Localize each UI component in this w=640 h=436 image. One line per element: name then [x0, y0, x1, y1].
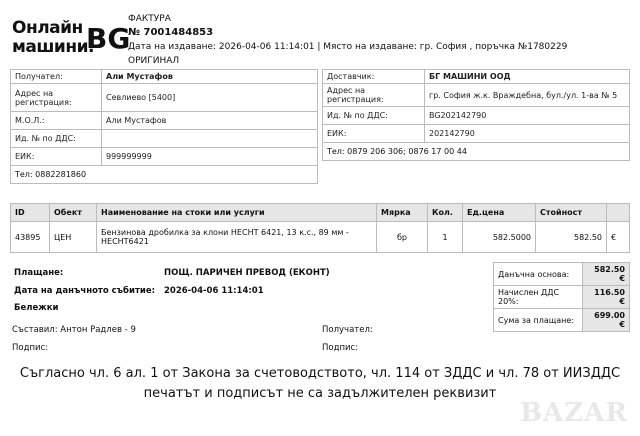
recipient-label: Получател: [11, 70, 102, 84]
recipient-mol-label: М.О.Л.: [11, 112, 102, 130]
signature-right: Подпис: [322, 343, 359, 353]
items-table [10, 203, 630, 253]
item-unit: бр [377, 222, 428, 253]
supplier-eik: 202142790 [425, 125, 630, 143]
signature-left: Подпис: [12, 343, 49, 353]
vat-label: Начислен ДДС 20%: [494, 286, 583, 309]
item-id: 43895 [11, 222, 50, 253]
supplier-eik-label: ЕИК: [323, 125, 425, 143]
recipient-vat-label: Ид. № по ДДС: [11, 130, 102, 148]
total-label: Сума за плащане: [494, 309, 583, 332]
table-row [11, 222, 630, 253]
col-object: Обект [50, 204, 97, 222]
supplier-label: Доставчик: [323, 70, 425, 84]
recipient-vat [102, 130, 318, 148]
payment-method-value: ПОЩ. ПАРИЧЕН ПРЕВОД (ЕКОНТ) [164, 268, 330, 278]
logo-suffix: BG [86, 22, 131, 55]
col-name: Наименование на стоки или услуги [97, 204, 377, 222]
legal-line2: печатът и подписът не са задължителен реквизит [143, 386, 497, 401]
recipient-address-label: Адрес на регистрация: [11, 84, 102, 112]
receiver-label: Получател: [322, 325, 373, 335]
col-unit: Мярка [377, 204, 428, 222]
supplier-table [322, 69, 630, 161]
vat-value: 116.50 € [582, 286, 629, 309]
notes-label: Бележки [14, 303, 59, 313]
supplier-name: БГ МАШИНИ ООД [425, 70, 630, 84]
tax-event-date [14, 286, 264, 296]
supplier-address-label: Адрес на регистрация: [323, 84, 425, 107]
recipient-eik: 999999999 [102, 148, 318, 166]
col-currency [607, 204, 630, 222]
invoice-header [128, 12, 567, 68]
recipient-name: Али Мустафов [102, 70, 318, 84]
payment-method-label: Плащане: [14, 268, 64, 278]
supplier-address: гр. София ж.к. Враждебна, бул./ул. 1-ва № 5 [425, 84, 630, 107]
col-unit-price: Ед.цена [463, 204, 536, 222]
original-label: ОРИГИНАЛ [128, 56, 180, 66]
tax-date-label: Дата на данъчното събитие: [14, 286, 155, 296]
recipient-mol: Али Мустафов [102, 112, 318, 130]
tax-base-value: 582.50 € [582, 263, 629, 286]
logo-line2: машини. [12, 37, 94, 57]
tax-base-label: Данъчна основа: [494, 263, 583, 286]
issue-line: Дата на издаване: 2026-04-06 11:14:01 | Място на издаване: гр. София , поръчка №1780229 [128, 42, 568, 52]
logo-line1: Онлайн [12, 18, 83, 38]
watermark-logo: BAZAR [520, 398, 628, 428]
total-value: 699.00 € [582, 309, 629, 332]
recipient-phone: Тел: 0882281860 [11, 166, 318, 184]
item-name: Бензинова дробилка за клони HECHT 6421, 13 к.с., 89 мм - HECHT6421 [97, 222, 377, 253]
doc-type: ФАКТУРА [128, 14, 171, 24]
recipient-eik-label: ЕИК: [11, 148, 102, 166]
item-object: ЦЕН [50, 222, 97, 253]
tax-date-value: 2026-04-06 11:14:01 [164, 286, 264, 296]
company-logo [10, 12, 131, 57]
recipient-table [10, 69, 318, 184]
col-id: ID [11, 204, 50, 222]
supplier-vat: BG202142790 [425, 107, 630, 125]
composed-by: Съставил: Антон Радлев - 9 [12, 325, 136, 335]
recipient-address: Севлиево [5400] [102, 84, 318, 112]
supplier-vat-label: Ид. № по ДДС: [323, 107, 425, 125]
item-amount: 582.50 [536, 222, 607, 253]
col-qty: Кол. [428, 204, 463, 222]
item-currency: € [607, 222, 630, 253]
items-header-row [11, 204, 630, 222]
item-unit-price: 582.5000 [463, 222, 536, 253]
totals-table [493, 262, 630, 332]
payment-method [14, 268, 330, 278]
invoice-number: № 7001484853 [128, 27, 214, 38]
col-amount: Стойност [536, 204, 607, 222]
legal-line1: Съгласно чл. 6 ал. 1 от Закона за счетоводството, чл. 114 от ЗДДС и чл. 78 от ИИЗДДС [19, 366, 621, 381]
supplier-phone: Тел: 0879 206 306; 0876 17 00 44 [323, 143, 630, 161]
item-qty: 1 [428, 222, 463, 253]
